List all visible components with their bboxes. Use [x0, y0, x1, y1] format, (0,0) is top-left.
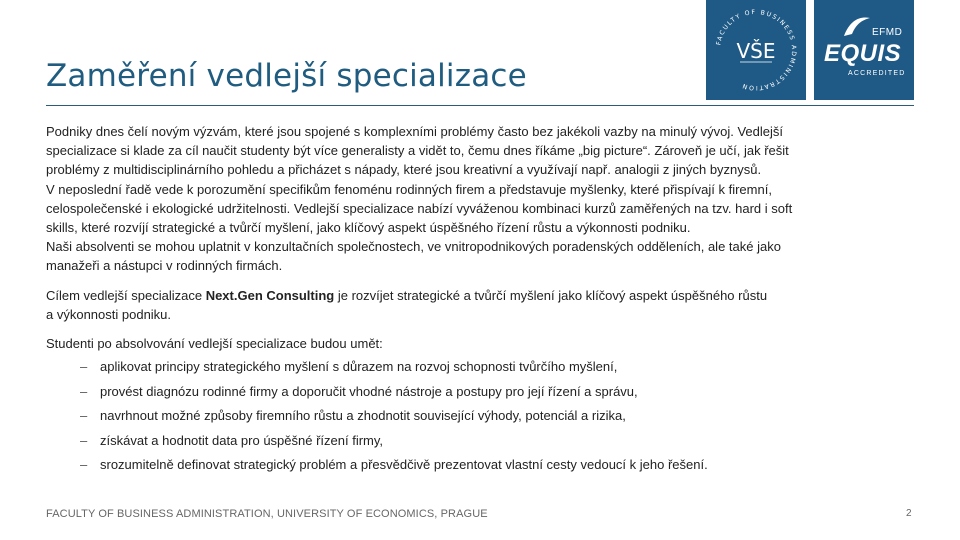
goal-text-before: Cílem vedlejší specializace [46, 288, 206, 303]
intro-line: Podniky dnes čelí novým výzvám, které jsou spojené s komplexními problémy často bez jakékoli vazby na minulý vývoj. Vedlejší [46, 124, 783, 139]
equis-swoosh-icon [842, 14, 872, 40]
dash-icon: – [80, 432, 88, 448]
equis-name-text: EQUIS [824, 40, 902, 67]
page-number: 2 [906, 508, 912, 519]
intro-line: specializace si klade za cíl naučit studenty být více generalisty a vidět to, čemu dnes říkáme „big picture“. Zároveň je učí, jak řešit [46, 143, 789, 159]
dash-icon: – [80, 359, 88, 374]
goal-paragraph [46, 286, 896, 324]
intro-line: Naši absolventi se mohou uplatnit v konzultačních společnostech, ve vnitropodnikových poradenských odděleních, ale také jako [46, 239, 781, 255]
list-item: – aplikovat principy strategického myšlení s důrazem na rozvoj schopnosti tvůrčího myšlení, [80, 359, 618, 374]
outcomes-intro: Studenti po absolvování vedlejší specializace budou umět: [46, 336, 383, 351]
goal-text-line2: a výkonnosti podniku. [46, 307, 172, 323]
equis-efmd-text: EFMD [872, 27, 903, 38]
equis-accreditation-logo [814, 0, 914, 100]
footer-text: FACULTY OF BUSINESS ADMINISTRATION, UNIVERSITY OF ECONOMICS, PRAGUE [46, 508, 488, 520]
intro-paragraph [46, 122, 896, 276]
list-item: – navrhnout možné způsoby firemního růstu a zhodnotit související výhody, potenciál a rizika, [80, 408, 626, 423]
intro-line: celospolečenské i ekologické udržitelnosti. Vedlejší specializace nabízí vyváženou kombinaci kurzů zaměřených na tzv. hard i soft [46, 200, 793, 216]
vse-center-text: VŠE [736, 39, 776, 63]
slide-title: Zaměření vedlejší specializace [46, 58, 527, 94]
program-name: Next.Gen Consulting [205, 288, 335, 303]
intro-line: V neposlední řadě vede k porozumění specifikům fenoménu rodinných firem a představuje myšlenky, které přispívají k firemní, [46, 181, 772, 197]
list-item: – získávat a hodnotit data pro úspěšné řízení firmy, [80, 432, 384, 448]
intro-line: manažeři a nástupci v rodinných firmách. [46, 258, 283, 274]
outcomes-list [80, 358, 900, 481]
goal-text-after: je rozvíjet strategické a tvůrčí myšlení jako klíčový aspekt úspěšného růstu [334, 288, 768, 303]
list-item: – srozumitelně definovat strategický problém a přesvědčivě prezentovat vlastní cesty vedoucí k jeho řešení. [80, 457, 708, 472]
dash-icon: – [80, 457, 88, 472]
intro-line: problémy z multidisciplinárního pohledu a přicházet s nápady, které jsou kreativní a využívají např. analogii z jiných byznysů. [46, 162, 762, 178]
dash-icon: – [80, 383, 88, 399]
dash-icon: – [80, 408, 88, 423]
list-item: – provést diagnózu rodinné firmy a doporučit vhodné nástroje a postupy pro její řízení a správu, [80, 383, 638, 399]
equis-accredited-text: ACCREDITED [848, 70, 906, 77]
title-divider [46, 105, 914, 106]
vse-ring-text: FACULTY OF BUSINESS ADMINISTRATION [715, 8, 798, 92]
intro-line: skills, které rozvíjí strategické a tvůrčí myšlení, jako klíčový aspekt úspěšného řízení růstu a výkonnosti podniku. [46, 220, 691, 236]
vse-faculty-logo [706, 0, 806, 100]
